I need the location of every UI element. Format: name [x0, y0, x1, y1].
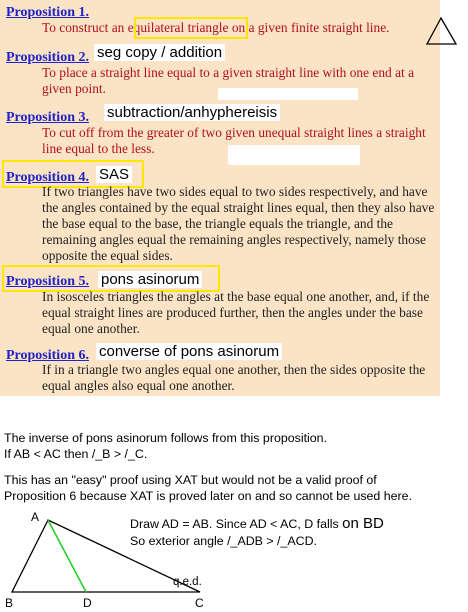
- proposition-4-link[interactable]: Proposition 4.: [6, 170, 89, 185]
- vertex-label-b: B: [5, 596, 14, 610]
- note-seg-copy: seg copy / addition: [94, 44, 225, 61]
- qed-label: q.e.d.: [173, 576, 202, 588]
- proposition-5-text: In isosceles triangles the angles at the base equal one another, and, if the equal straight lines are produced further, then the angles under the base equal one another.: [42, 289, 430, 336]
- vertex-label-a: A: [31, 510, 40, 524]
- commentary-line-3: This has an "easy" proof using XAT but would not be a valid proof of: [4, 473, 377, 487]
- note-converse-pons: converse of pons asinorum: [96, 343, 282, 360]
- proposition-3-text: To cut off from the greater of two given unequal straight lines a straight line equal to the less.: [42, 125, 426, 156]
- blank-bar: [228, 145, 360, 165]
- proof-line-2: So exterior angle /_ADB > /_ACD.: [130, 534, 317, 548]
- proposition-3-link[interactable]: Proposition 3.: [6, 110, 89, 125]
- highlight-box-equilateral: [134, 17, 248, 39]
- blank-bar: [218, 88, 358, 100]
- segment-ad: [48, 520, 86, 592]
- note-pons-asinorum: pons asinorum: [98, 271, 202, 288]
- proposition-2-text: To place a straight line equal to a given straight line with one end at a given point.: [42, 65, 415, 96]
- vertex-label-c: C: [195, 596, 204, 610]
- point-label-d: D: [83, 596, 92, 610]
- proposition-2-link[interactable]: Proposition 2.: [6, 50, 89, 65]
- proposition-6-link[interactable]: Proposition 6.: [6, 348, 89, 363]
- equilateral-triangle-phrase: equilateral triangle: [127, 20, 229, 35]
- proposition-6-text: If in a triangle two angles equal one another, then the sides opposite the equal angles also equal one another.: [42, 362, 426, 393]
- proposition-4-text: If two triangles have two sides equal to two sides respectively, and have the angles contained by the equal straight lines equal, then they also have the base equal to the base, the triangle equals the triangle, and the remaining angles equal the remaining angles respectively, namely those opposite the equal sides.: [42, 184, 435, 263]
- commentary-line-2: If AB < AC then /_B > /_C.: [4, 447, 148, 461]
- note-sas: SAS: [96, 166, 132, 183]
- highlight-box-pons: [2, 265, 220, 292]
- proposition-5-link[interactable]: Proposition 5.: [6, 274, 89, 289]
- proposition-1-link[interactable]: Proposition 1.: [6, 5, 89, 20]
- commentary-line-1: The inverse of pons asinorum follows from this proposition.: [4, 431, 327, 445]
- note-subtraction: subtraction/anhyphereisis: [104, 104, 280, 121]
- proof-on-bd: on BD: [342, 515, 384, 532]
- proof-line-1: Draw AD = AB. Since AD < AC, D falls on BD: [130, 515, 384, 532]
- proposition-1-text: To construct an equilateral triangle on a given finite straight line.: [42, 20, 390, 35]
- commentary-line-4: Proposition 6 because XAT is proved later on and so cannot be used here.: [4, 489, 413, 503]
